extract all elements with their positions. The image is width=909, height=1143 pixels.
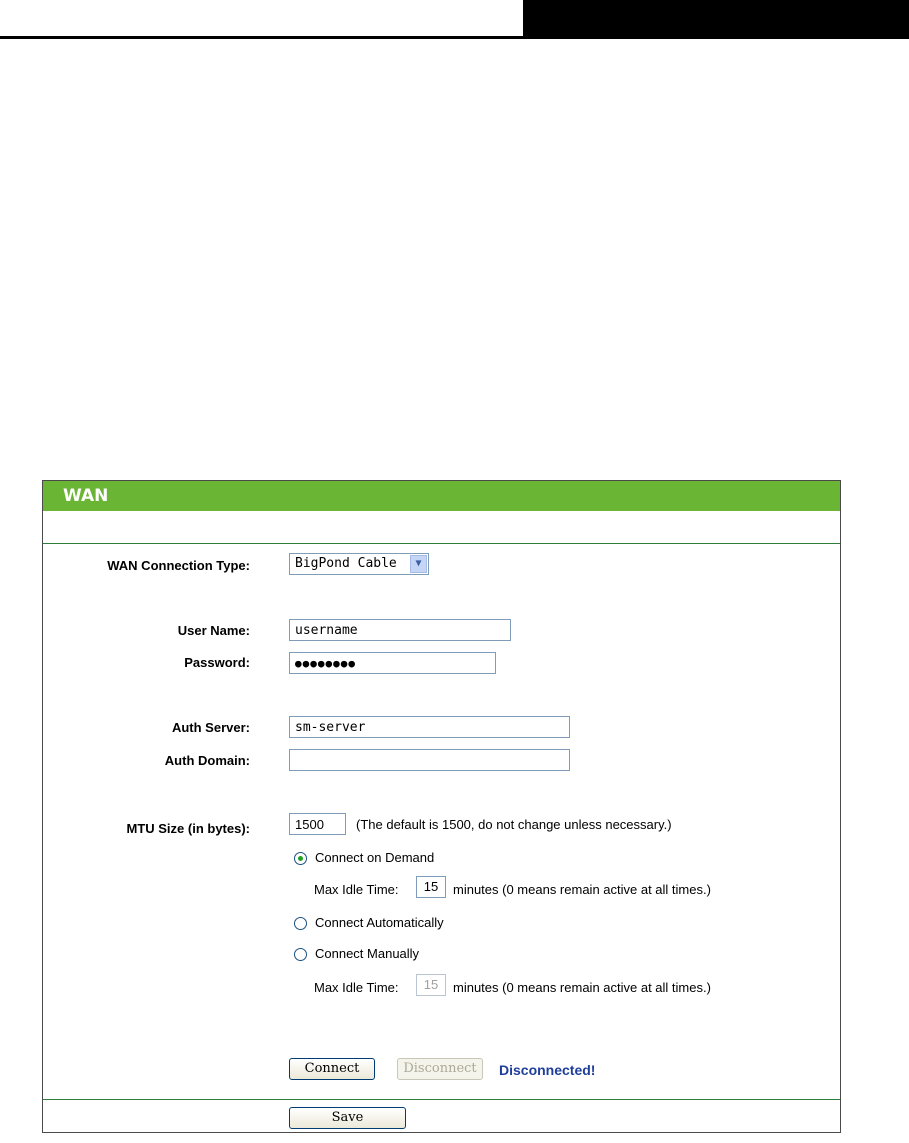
on-demand-idle-hint: minutes (0 means remain active at all times.) — [453, 882, 711, 897]
connection-type-label: WAN Connection Type: — [107, 558, 250, 573]
connection-type-value: BigPond Cable — [295, 556, 397, 571]
user-name-input[interactable]: username — [289, 619, 511, 641]
mtu-label: MTU Size (in bytes): — [126, 821, 250, 836]
top-divider — [43, 543, 840, 544]
user-name-label: User Name: — [177, 623, 250, 638]
connect-manually-label: Connect Manually — [315, 946, 420, 961]
mtu-input[interactable]: 1500 — [289, 813, 346, 835]
page-top-block — [523, 0, 909, 39]
on-demand-idle-input[interactable]: 15 — [416, 876, 446, 898]
password-label: Password: — [184, 655, 250, 670]
panel-title: WAN — [43, 481, 840, 511]
auth-server-label: Auth Server: — [171, 720, 250, 735]
wan-settings-panel — [42, 480, 841, 1133]
save-button[interactable]: Save — [289, 1107, 406, 1129]
connect-on-demand-radio[interactable] — [294, 852, 307, 865]
radio-selected-dot — [298, 856, 303, 861]
connect-on-demand-label: Connect on Demand — [315, 850, 435, 865]
manual-idle-label: Max Idle Time: — [314, 980, 399, 995]
mtu-hint: (The default is 1500, do not change unless necessary.) — [356, 817, 672, 832]
disconnect-button[interactable]: Disconnect — [397, 1058, 483, 1080]
connect-automatically-radio[interactable] — [294, 917, 307, 930]
chevron-down-icon[interactable]: ▼ — [410, 555, 427, 573]
connect-automatically-label: Connect Automatically — [315, 915, 444, 930]
connect-button[interactable]: Connect — [289, 1058, 375, 1080]
connect-manually-radio[interactable] — [294, 948, 307, 961]
auth-domain-input[interactable] — [289, 749, 570, 771]
auth-domain-label: Auth Domain: — [164, 753, 250, 768]
connection-type-select[interactable] — [289, 553, 429, 575]
auth-server-input[interactable]: sm-server — [289, 716, 570, 738]
manual-idle-hint: minutes (0 means remain active at all times.) — [453, 980, 711, 995]
password-input[interactable]: ●●●●●●●● — [289, 652, 496, 674]
manual-idle-input[interactable]: 15 — [416, 974, 446, 996]
bottom-divider — [43, 1099, 840, 1100]
on-demand-idle-label: Max Idle Time: — [314, 882, 399, 897]
page-top-rule — [0, 36, 523, 39]
connection-status: Disconnected! — [499, 1062, 596, 1078]
